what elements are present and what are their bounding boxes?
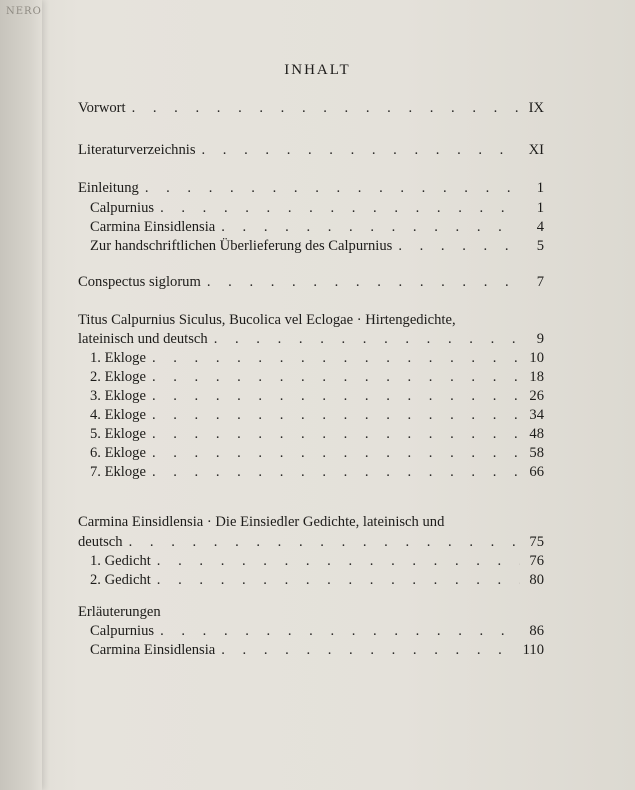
toc-entry-title-cont: lateinisch und deutsch — [78, 331, 208, 347]
toc-entry-title: 3. Ekloge — [90, 388, 146, 404]
dot-leader — [152, 386, 520, 406]
toc-page-number: 7 — [536, 274, 544, 290]
toc-entry-titus — [78, 329, 544, 349]
toc-page-number: 76 — [529, 553, 544, 569]
dot-leader — [145, 178, 520, 198]
toc-entry-einleitung — [78, 178, 544, 198]
toc-page-number: 9 — [536, 331, 544, 347]
dot-leader — [221, 640, 516, 660]
toc-entry-title: Carmina Einsidlensia — [90, 642, 216, 658]
toc-subentry — [78, 217, 544, 237]
dot-leader — [157, 570, 520, 590]
dot-leader — [129, 532, 520, 552]
toc-page-number: 4 — [536, 219, 544, 235]
toc-subentry — [78, 348, 544, 368]
toc-entry-title: Vorwort — [78, 100, 126, 116]
toc-entry-titus-line1 — [78, 310, 544, 330]
toc-page-number: 66 — [529, 464, 544, 480]
toc-page-number: 75 — [529, 534, 544, 550]
toc-entry-title: Titus Calpurnius Siculus, Bucolica vel Eclogae · Hirtengedichte, — [78, 312, 456, 328]
toc-page-number: 10 — [529, 350, 544, 366]
toc-page-number: 34 — [529, 407, 544, 423]
toc-subentry — [78, 551, 544, 571]
toc-subentry — [78, 405, 544, 425]
toc-entry-title: Zur handschriftlichen Überlieferung des Calpurnius — [90, 238, 393, 254]
toc-page-number: 48 — [529, 426, 544, 442]
toc-entry-title: Erläuterungen — [78, 604, 161, 620]
toc-subentry — [78, 367, 544, 387]
toc-subentry — [78, 621, 544, 641]
toc-subentry — [78, 424, 544, 444]
toc-subentry — [78, 443, 544, 463]
toc-subentry — [78, 462, 544, 482]
toc-entry-title: Conspectus siglorum — [78, 274, 201, 290]
toc-subentry — [78, 570, 544, 590]
dot-leader — [398, 236, 520, 256]
page-title: INHALT — [284, 62, 351, 78]
toc-page-number: XI — [528, 142, 544, 158]
toc-entry-title-cont: deutsch — [78, 534, 123, 550]
toc-page-number: 26 — [529, 388, 544, 404]
toc-entry-title: 5. Ekloge — [90, 426, 146, 442]
toc-entry-title: 2. Ekloge — [90, 369, 146, 385]
toc-entry-vorwort — [78, 98, 544, 118]
dot-leader — [157, 551, 520, 571]
dot-leader — [152, 424, 520, 444]
toc-entry-title: 2. Gedicht — [90, 572, 151, 588]
toc-entry-title: Calpurnius — [90, 623, 155, 639]
toc-page-number: 18 — [529, 369, 544, 385]
toc-subentry — [78, 640, 544, 660]
toc-entry-title: Carmina Einsidlensia — [90, 219, 216, 235]
toc-entry-erlaeuterungen — [78, 602, 544, 622]
dot-leader — [202, 140, 521, 160]
toc-page-number: IX — [528, 100, 544, 116]
toc-entry-literatur — [78, 140, 544, 160]
corner-mark: NERO — [6, 6, 42, 17]
toc-entry-title: 6. Ekloge — [90, 445, 146, 461]
toc-entry-title: 1. Ekloge — [90, 350, 146, 366]
dot-leader — [152, 405, 520, 425]
toc-page-number: 1 — [536, 200, 544, 216]
toc-subentry — [78, 236, 544, 256]
dot-leader — [207, 272, 520, 292]
toc-page-number: 80 — [529, 572, 544, 588]
book-spine — [0, 0, 42, 790]
dot-leader — [214, 329, 520, 349]
toc-entry-carmina-line1 — [78, 512, 544, 532]
dot-leader — [152, 367, 520, 387]
dot-leader — [152, 462, 520, 482]
toc-page-number: 5 — [536, 238, 544, 254]
dot-leader — [160, 621, 520, 641]
dot-leader — [132, 98, 520, 118]
toc-entry-conspectus — [78, 272, 544, 292]
dot-leader — [152, 443, 520, 463]
toc-entry-carmina — [78, 532, 544, 552]
dot-leader — [160, 198, 520, 218]
toc-entry-title: Literaturverzeichnis — [78, 142, 196, 158]
toc-page-number: 86 — [529, 623, 544, 639]
dot-leader — [152, 348, 520, 368]
toc-subentry — [78, 386, 544, 406]
toc-entry-title: 4. Ekloge — [90, 407, 146, 423]
toc-entry-title: Einleitung — [78, 180, 139, 196]
toc-page-number: 58 — [529, 445, 544, 461]
toc-entry-title: Calpurnius — [90, 200, 155, 216]
dot-leader — [221, 217, 520, 237]
toc-page-number: 1 — [536, 180, 544, 196]
toc-entry-title: 7. Ekloge — [90, 464, 146, 480]
toc-entry-title: 1. Gedicht — [90, 553, 151, 569]
toc-subentry — [78, 198, 544, 218]
toc-entry-title: Carmina Einsidlensia · Die Einsiedler Gedichte, lateinisch und — [78, 514, 445, 530]
toc-page-number: 110 — [522, 642, 544, 658]
